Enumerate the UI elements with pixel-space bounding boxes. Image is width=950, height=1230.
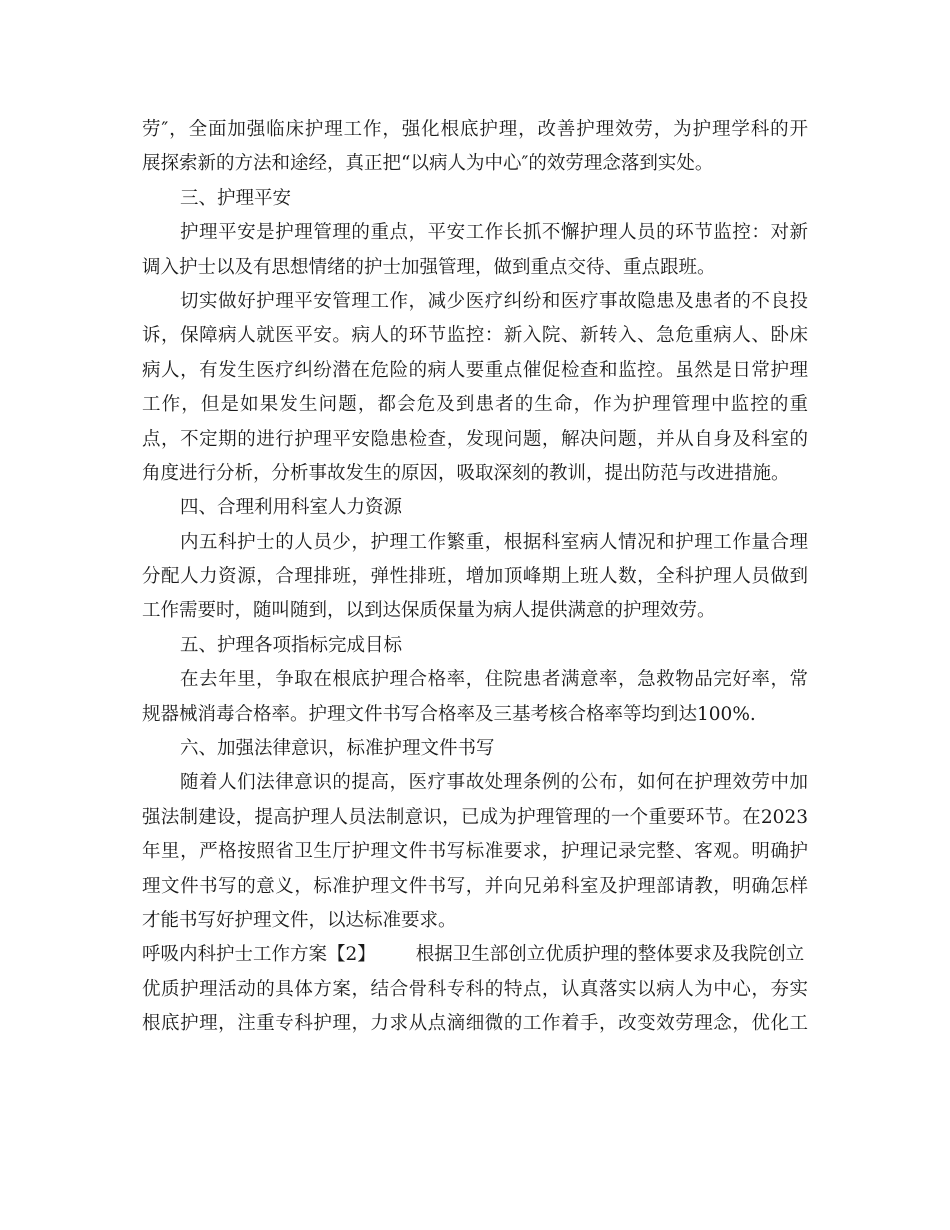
paragraph-line: 在去年里，争取在根底护理合格率，住院患者满意率，急救物品完好率，常 [180,669,808,691]
paragraph-line: 根底护理，注重专科护理，力求从点滴细微的工作着手，改变效劳理念，优化工 [142,1013,808,1035]
paragraph-line: 理文件书写的意义，标准护理文件书写，并向兄弟科室及护理部请教，明确怎样 [142,875,808,897]
paragraph-line: 随着人们法律意识的提高，医疗事故处理条例的公布，如何在护理效劳中加 [180,772,808,794]
paragraph-line: 诉，保障病人就医平安。病人的环节监控：新入院、新转入、急危重病人、卧床 [142,325,808,347]
document-body [142,113,808,1042]
paragraph-line: 劳″，全面加强临床护理工作，强化根底护理，改善护理效劳，为护理学科的开 [142,119,808,140]
paragraph-line: 年里，严格按照省卫生厅护理文件书写标准要求，护理记录完整、客观。明确护 [142,841,808,863]
paragraph-line: 分配人力资源，合理排班，弹性排班，增加顶峰期上班人数，全科护理人员做到 [142,566,808,588]
paragraph-line: 展探索新的方法和途经，真正把“以病人为中心″的效劳理念落到实处。 [142,153,714,175]
section-heading-3: 三、护理平安 [180,187,292,209]
paragraph-line: 才能书写好护理文件，以达标准要求。 [142,909,457,931]
section-title: 呼吸内科护士工作方案【2】 [142,944,376,966]
paragraph-line: 护理平安是护理管理的重点，平安工作长抓不懈护理人员的环节监控：对新 [180,222,808,244]
section-title-line [142,938,808,972]
paragraph-line: 工作，但是如果发生问题，都会危及到患者的生命，作为护理管理中监控的重 [142,394,808,416]
paragraph-line: 内五科护士的人员少，护理工作繁重，根据科室病人情况和护理工作量合理 [180,531,808,553]
section-heading-5: 五、护理各项指标完成目标 [180,634,403,656]
paragraph-line: 优质护理活动的具体方案，结合骨科专科的特点，认真落实以病人为中心，夯实 [142,978,808,1000]
section-heading-4: 四、合理利用科室人力资源 [180,497,403,519]
paragraph-line: 工作需要时，随叫随到，以到达保质保量为病人提供满意的护理效劳。 [142,600,716,622]
paragraph-line: 强法制建设，提高护理人员法制意识，已成为护理管理的一个重要环节。在2023 [142,806,808,828]
paragraph-line: 角度进行分析，分析事故发生的原因，吸取深刻的教训，提出防范与改进措施。 [142,462,790,484]
section-heading-6: 六、加强法律意识，标准护理文件书写 [180,738,495,760]
paragraph-line: 调入护士以及有思想情绪的护士加强管理，做到重点交待、重点跟班。 [142,256,716,278]
paragraph-line: 切实做好护理平安管理工作，减少医疗纠纷和医疗事故隐患及患者的不良投 [180,290,808,312]
paragraph-line: 规器械消毒合格率。护理文件书写合格率及三基考核合格率等均到达100%. [142,703,756,725]
section-first-line: 根据卫生部创立优质护理的整体要求及我院创立 [415,944,805,966]
paragraph-line: 点，不定期的进行护理平安隐患检查，发现问题，解决问题，并从自身及科室的 [142,428,808,450]
paragraph-line: 病人，有发生医疗纠纷潜在危险的病人要重点催促检查和监控。虽然是日常护理 [142,359,808,381]
